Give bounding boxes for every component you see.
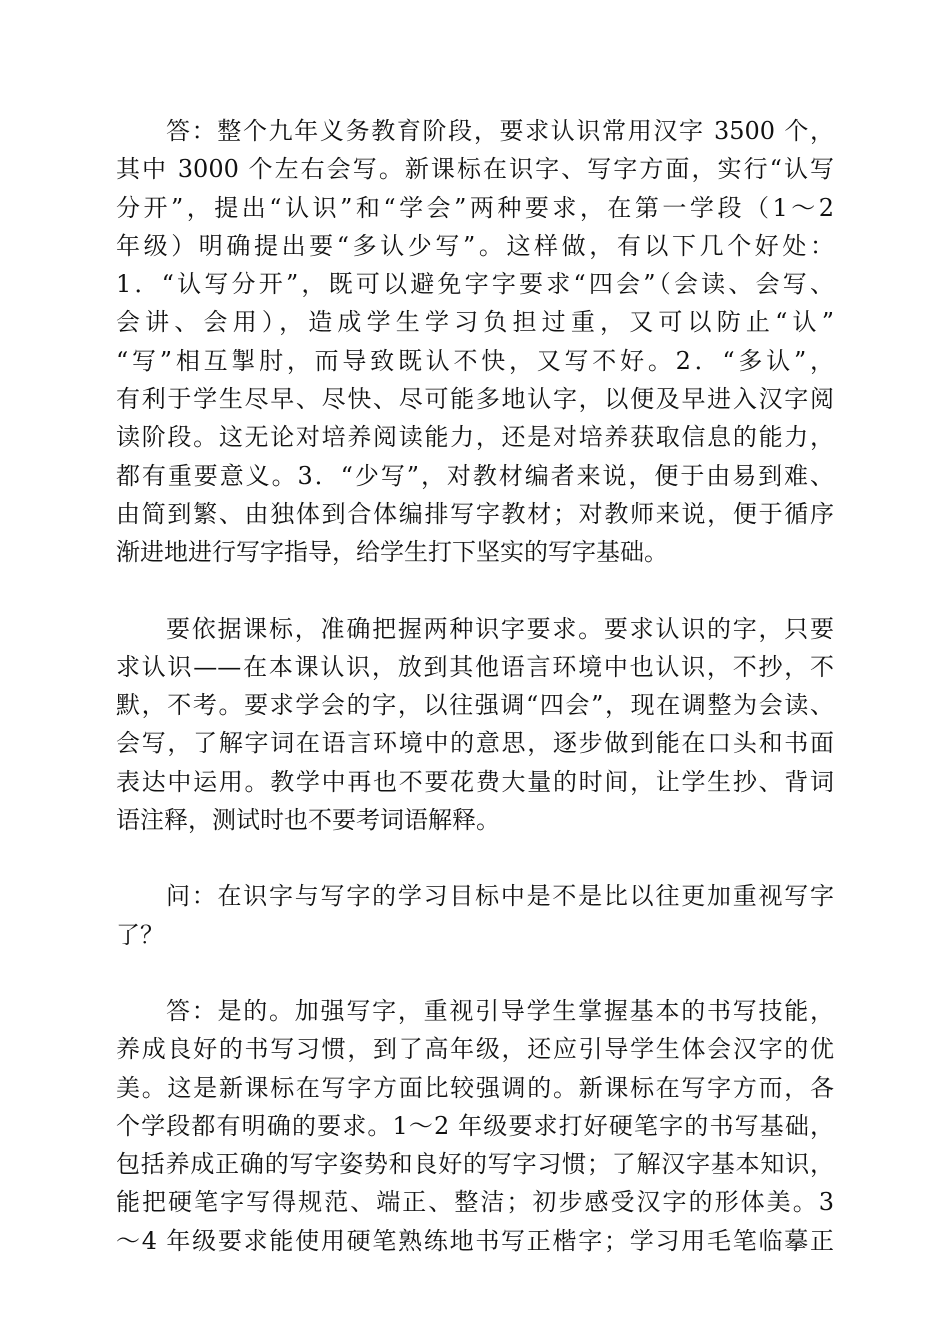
text-line: 个学段都有明确的要求。1～2 年级要求打好硬笔字的书写基础， [116, 1111, 834, 1140]
text-line: 美。这是新课标在写字方面比较强调的。新课标在写字方而，各 [116, 1073, 834, 1102]
text-line: 语注释，测试时也不要考词语解释。 [116, 806, 500, 835]
text-line: 渐进地进行写字指导，给学生打下坚实的写字基础。 [116, 538, 668, 567]
text-line: ～4 年级要求能使用硬笔熟练地书写正楷字；学习用毛笔临摹正 [116, 1226, 834, 1255]
text-line: 读阶段。这无论对培养阅读能力，还是对培养获取信息的能力， [116, 423, 834, 452]
text-line: 分开”，提出“认识”和“学会”两种要求，在第一学段（1～2 [116, 193, 834, 222]
text-line: 由简到繁、由独体到合体编排写字教材；对教师来说，便于循序 [116, 499, 834, 528]
text-line: 会写，了解字词在语言环境中的意思，逐步做到能在口头和书面 [116, 729, 834, 758]
text-line: 求认识——在本课认识，放到其他语言环境中也认识，不抄，不 [116, 652, 834, 681]
document-body [116, 112, 834, 1260]
text-line: 都有重要意义。3．“少写”，对教材编者来说，便于由易到难、 [116, 461, 834, 490]
paragraph-spacer [116, 954, 834, 992]
paragraph-spacer [116, 839, 834, 877]
text-line: 能把硬笔字写得规范、端正、整洁；初步感受汉字的形体美。3 [116, 1188, 834, 1217]
text-line: 问：在识字与写字的学习目标中是不是比以往更加重视写字 [166, 882, 834, 911]
text-line: 年级）明确提出要“多认少写”。这样做，有以下几个好处： [116, 231, 834, 260]
text-line: 其中 3000 个左右会写。新课标在识字、写字方面，实行“认写 [116, 155, 834, 184]
text-line: 表达中运用。教学中再也不要花费大量的时间，让学生抄、背词 [116, 767, 834, 796]
text-line: 答：整个九年义务教育阶段，要求认识常用汉字 3500 个， [166, 117, 834, 145]
paragraph-answer-1 [116, 112, 834, 572]
paragraph-answer-2 [116, 992, 834, 1260]
text-line: 默，不考。要求学会的字，以往强调“四会”，现在调整为会读、 [116, 691, 834, 720]
text-line: 要依据课标，准确把握两种识字要求。要求认识的字，只要 [166, 614, 834, 643]
text-line: 了？ [116, 920, 164, 949]
paragraph-question-2 [116, 877, 834, 954]
text-line: 答：是的。加强写字，重视引导学生掌握基本的书写技能， [166, 996, 834, 1025]
text-line: 养成良好的书写习惯，到了高年级，还应引导学生体会汉字的优 [116, 1035, 834, 1064]
text-line: 会讲、会用），造成学生学习负担过重，又可以防止“认” [116, 308, 834, 337]
text-line: “写”相互掣肘，而导致既认不快，又写不好。2．“多认”， [116, 346, 834, 375]
paragraph-explanation-1 [116, 610, 834, 840]
text-line: 1．“认写分开”，既可以避免字字要求“四会”（会读、会写、 [116, 270, 834, 299]
text-line: 包括养成正确的写字姿势和良好的写字习惯；了解汉字基本知识， [116, 1150, 834, 1179]
text-line: 有利于学生尽早、尽快、尽可能多地认字，以便及早进入汉字阅 [116, 385, 834, 414]
paragraph-spacer [116, 572, 834, 610]
